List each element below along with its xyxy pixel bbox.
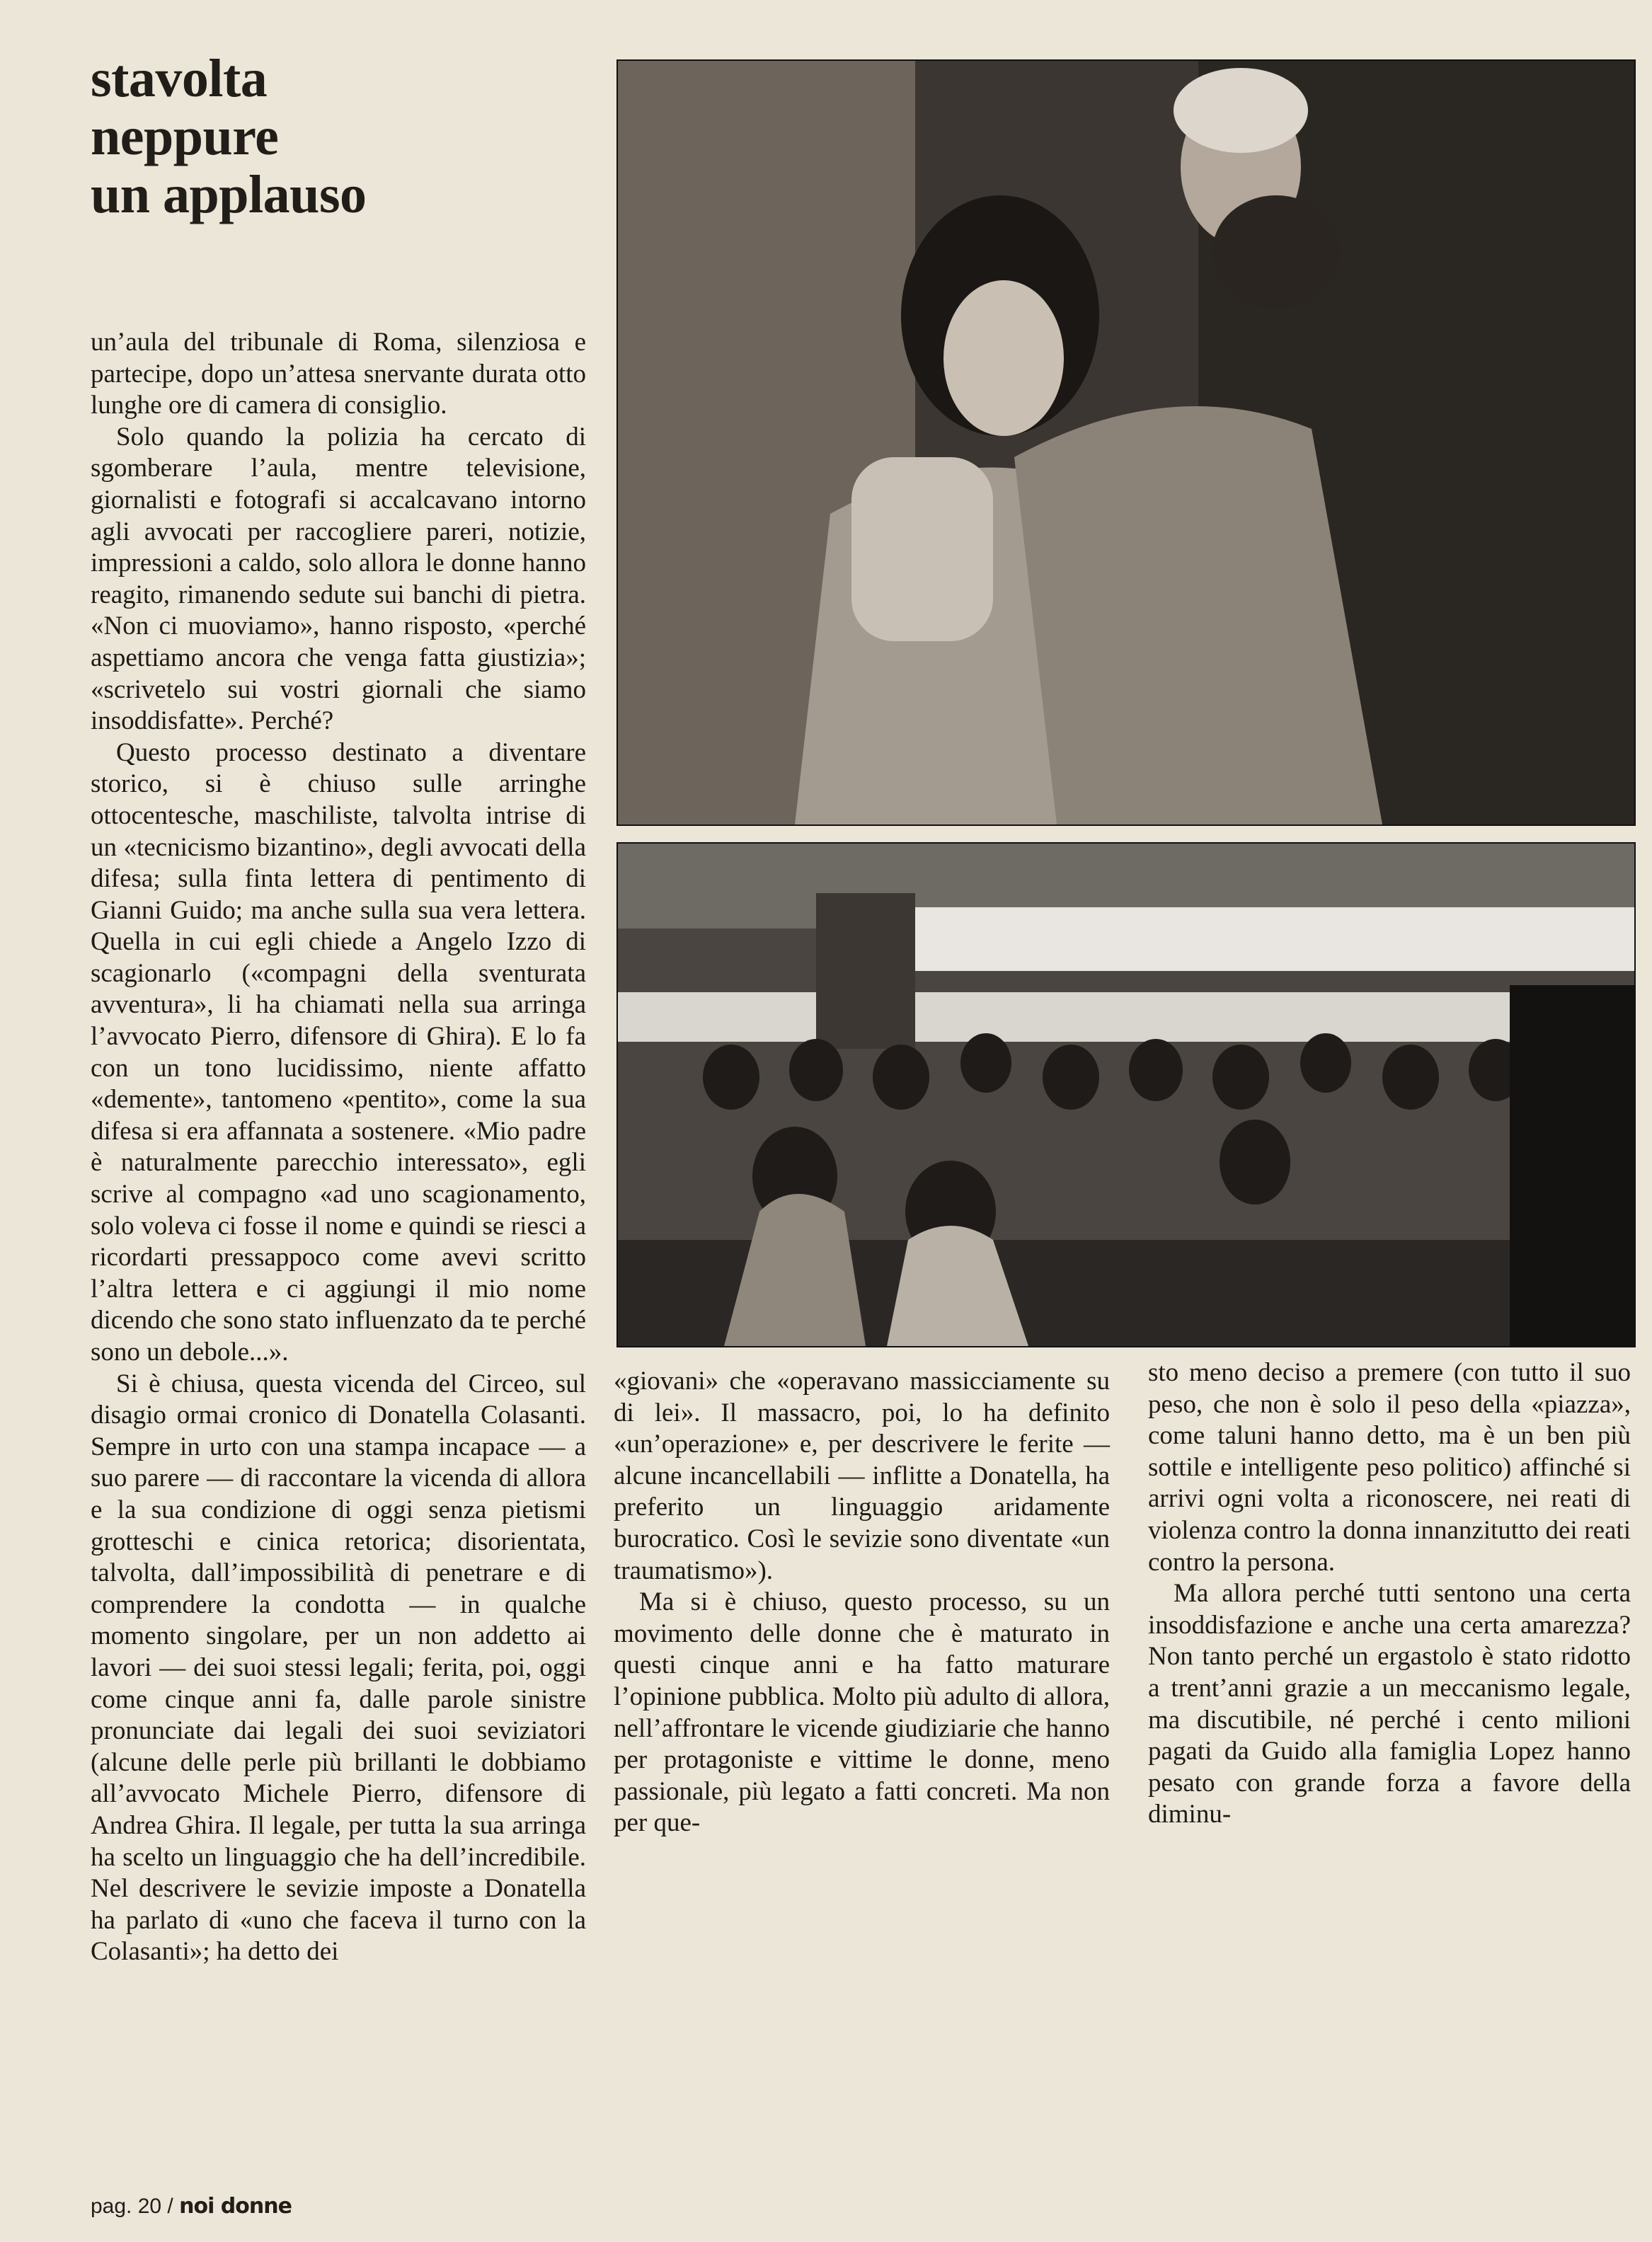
courtroom-photo-lawyers — [616, 59, 1636, 826]
courtroom-photo-audience — [616, 842, 1636, 1347]
paragraph: sto meno deciso a premere (con tutto il suo peso, che non è solo il peso della «piazza», come taluni hanno detto, ma è un ben più sottile e intelligente peso politico) affinché si arrivi ogni volta a riconoscere, nei reati di violenza contro la donna innanzitutto dei reati contro la persona. — [1148, 1358, 1631, 1577]
article-column-2 — [614, 1366, 1110, 1839]
paragraph: Solo quando la polizia ha cercato di sgomberare l’aula, mentre televisione, giornalisti e fotografi si accalcavano intorno agli avvocati per raccogliere pareri, notizie, impressioni a caldo, solo allora le donne hanno reagito, rimanendo sedute sui banchi di pietra. «Non ci muoviamo», hanno risposto, «perché aspettiamo ancora che venga fatta giustizia»; «scrivetelo sui vostri giornali che siamo insoddisfatte». Perché? — [91, 422, 586, 736]
page-footer — [91, 2194, 292, 2219]
article-headline — [91, 50, 515, 224]
article-column-1 — [91, 327, 586, 1968]
paragraph: Ma si è chiuso, questo processo, su un movimento delle donne che è maturato in questi cinque anni e ha fatto maturare l’opinione pubblica. Molto più adulto di allora, nell’affrontare le vicende giudiziarie che hanno per protagoniste e vittime le donne, meno passionale, più legato a fatti concreti. Ma non per que- — [614, 1587, 1110, 1838]
magazine-name: noi donne — [179, 2194, 292, 2219]
paragraph: un’aula del tribunale di Roma, silenziosa e partecipe, dopo un’attesa snervante durata otto lunghe ore di camera di consiglio. — [91, 328, 586, 420]
paragraph: «giovani» che «operavano massicciamente su di lei». Il massacro, poi, lo ha definito «un’operazione» e, per descrivere le ferite — alcune incancellabili — inflitte a Donatella, ha preferito un linguaggio aridamente burocratico. Così le sevizie sono diventate «un traumatismo»). — [614, 1367, 1110, 1585]
paragraph: Ma allora perché tutti sentono una certa insoddisfazione e anche una certa amarezza? Non tanto perché un ergastolo è stato ridotto a trent’anni grazie a un meccanismo legale, ma discutibile, né perché i cento milioni pagati da Guido alla famiglia Lopez hanno pesato con grande forza a favore della diminu- — [1148, 1579, 1631, 1829]
photo-illustration — [618, 844, 1634, 1346]
headline-line-3: un applauso — [91, 165, 367, 224]
paragraph: Si è chiusa, questa vicenda del Circeo, sul disagio ormai cronico di Donatella Colasanti. Sempre in urto con una stampa incapace — a suo parere — di raccontare la vicenda di allora e la sua condizione di oggi senza pietismi grotteschi e cinica retorica; disorientata, talvolta, dall’impossibilità di penetrare e di comprendere la condotta — in qualche momento singolare, per un non addetto ai lavori — dei suoi stessi legali; ferita, poi, oggi come cinque anni fa, dalle parole sinistre pronunciate dai legali dei suoi seviziatori (alcune delle perle più brillanti le dobbiamo all’avvocato Michele Pierro, difensore di Andrea Ghira. Il legale, per tutta la sua arringa ha scelto un linguaggio che ha dell’incredibile. Nel descrivere le sevizie imposte a Donatella ha parlato di «uno che faceva il turno con la Colasanti»; ha detto dei — [91, 1369, 586, 1967]
headline-line-2: neppure — [91, 107, 279, 166]
page-number: pag. 20 / — [91, 2195, 173, 2218]
article-column-3 — [1148, 1357, 1631, 1831]
photo-illustration — [618, 61, 1634, 824]
headline-line-1: stavolta — [91, 49, 268, 108]
paragraph: Questo processo destinato a diventare storico, si è chiuso sulle arringhe ottocentesche, maschiliste, talvolta intrise di un «tecnicismo bizantino», degli avvocati della difesa; sulla finta lettera di pentimento di Gianni Guido; ma anche sulla sua vera lettera. Quella in cui egli chiede a Angelo Izzo di scagionarlo («compagni della sventurata avventura», li ha chiamati nella sua arringa l’avvocato Pierro, difensore di Ghira). E lo fa con un tono lucidissimo, niente affatto «demente», tantomeno «pentito», come la sua difesa si era affannata a sostenere. «Mio padre è naturalmente parecchio interessato», egli scrive al compagno «ad uno scagionamento, solo voleva ci fosse il nome e quindi se riesci a ricordarti pressappoco come avevi scritto l’altra lettera e ci aggiungi il mio nome dicendo che sono stato influenzato da te perché sono un debole...». — [91, 737, 586, 1367]
